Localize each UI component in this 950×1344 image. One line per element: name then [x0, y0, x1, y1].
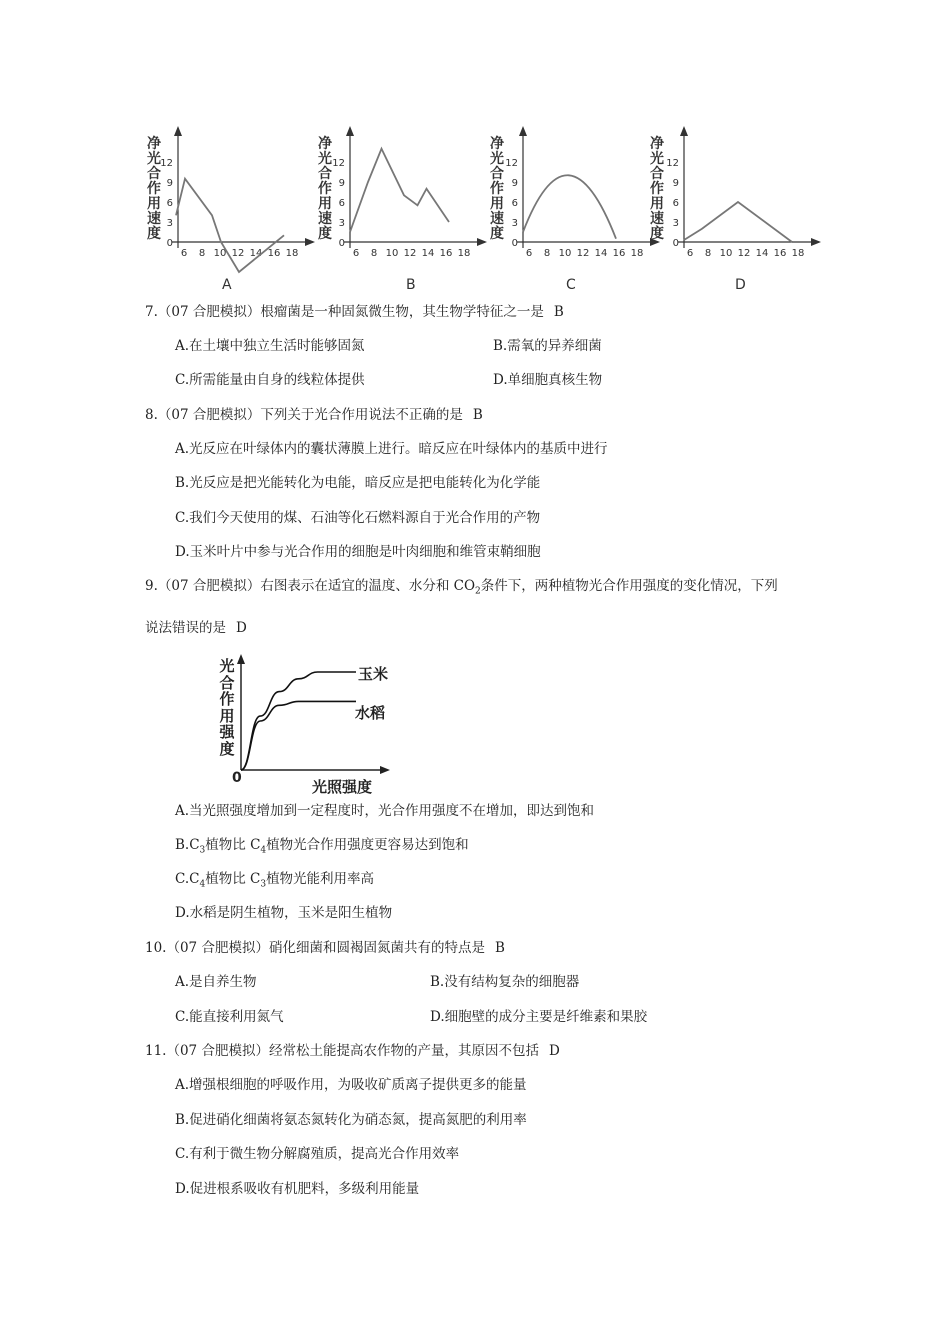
- panel-a-xtick: 12: [231, 248, 245, 259]
- figure-2-legend-rice: 水稻: [355, 704, 386, 722]
- question-8-option-c: C.我们今天使用的煤、石油等化石燃料源自于光合作用的产物: [175, 510, 541, 526]
- panel-d-x-arrow: [811, 238, 821, 246]
- question-10-answer: B: [494, 940, 505, 956]
- panel-a-ytick: 3: [166, 218, 173, 229]
- option-c-sub-2: 3: [260, 879, 267, 890]
- panel-b-xtick: 16: [439, 248, 453, 259]
- panel-d-y-arrow: [680, 126, 688, 136]
- panel-b-xtick: 6: [352, 248, 360, 259]
- option-c-part-2: 植物比 C: [205, 871, 261, 887]
- panel-d: [666, 126, 821, 259]
- panel-d-ytick: 0: [672, 238, 679, 249]
- panel-b-ytick: 3: [338, 218, 345, 229]
- option-c-part-1: C.C: [175, 871, 200, 887]
- panel-a-ytick: 0: [166, 238, 173, 249]
- panel-a-xtick: 10: [213, 248, 227, 259]
- panel-d-ytick: 6: [672, 198, 679, 209]
- panel-c-xtick: 18: [630, 248, 644, 259]
- figure-2-xlabel: 光照强度: [312, 778, 373, 796]
- panel-a-ytick: 9: [166, 178, 173, 189]
- panel-d-ytick: 12: [666, 158, 679, 169]
- panel-c-ytick: 3: [511, 218, 518, 229]
- panel-a-xtick: 18: [285, 248, 299, 259]
- figure-1: [140, 120, 830, 300]
- panel-a-xtick: 6: [180, 248, 188, 259]
- panel-b-xtick: 8: [370, 248, 378, 259]
- series-C-line: [523, 175, 616, 238]
- question-10: [145, 939, 505, 957]
- panel-a-xtick: 8: [198, 248, 206, 259]
- panel-a-ytick: 6: [166, 198, 173, 209]
- panel-d-xtick: 6: [686, 248, 694, 259]
- question-7-stem: 7.（07 合肥模拟）根瘤菌是一种固氮微生物，其生物学特征之一是: [145, 304, 544, 320]
- panel-c-ytick: 0: [511, 238, 518, 249]
- question-8-option-b: B.光反应是把光能转化为电能，暗反应是把电能转化为化学能: [175, 475, 541, 491]
- panel-b-ytick: 12: [332, 158, 345, 169]
- panel-a-y-arrow: [174, 126, 182, 136]
- panel-c-y-arrow: [519, 126, 527, 136]
- question-7-answer: B: [553, 304, 564, 320]
- panel-b-xtick: 18: [457, 248, 471, 259]
- panel-c-xtick: 12: [576, 248, 590, 259]
- question-7: [145, 303, 564, 321]
- option-b-sub-2: 4: [260, 845, 267, 856]
- panel-c-letter: C: [566, 277, 576, 293]
- question-11-answer: D: [548, 1043, 560, 1059]
- figure-2-ylabel: 光合作用强度: [219, 657, 235, 758]
- question-8-option-d: D.玉米叶片中参与光合作用的细胞是叶肉细胞和维管束鞘细胞: [175, 544, 541, 560]
- figure-2-y-arrow: [237, 654, 245, 664]
- question-9-option-c: [175, 870, 374, 894]
- panel-d-xtick: 14: [755, 248, 769, 259]
- series-rice-curve: [241, 701, 356, 770]
- panel-d-ytick: 3: [672, 218, 679, 229]
- panel-c-ytick: 9: [511, 178, 518, 189]
- panel-c: [505, 126, 660, 259]
- question-11: [145, 1042, 560, 1060]
- question-9-stem-b: 条件下，两种植物光合作用强度的变化情况，下列: [480, 578, 778, 594]
- panel-a-xtick: 16: [267, 248, 281, 259]
- question-10-option-b: B.没有结构复杂的细胞器: [430, 974, 580, 990]
- question-9-option-b: [175, 836, 469, 860]
- panel-d-ytick: 9: [672, 178, 679, 189]
- question-10-stem: 10.（07 合肥模拟）硝化细菌和圆褐固氮菌共有的特点是: [145, 940, 485, 956]
- panel-d-xtick: 8: [704, 248, 712, 259]
- panel-d-xtick: 12: [737, 248, 751, 259]
- panel-a-ytick: 12: [160, 158, 173, 169]
- panel-d-ylabel: 净光合作用速度: [650, 136, 664, 242]
- panel-d-xtick: 10: [719, 248, 733, 259]
- panel-b-xtick: 12: [403, 248, 417, 259]
- question-8: [145, 406, 483, 424]
- question-9-line-2: [145, 619, 247, 637]
- panel-b-ytick: 6: [338, 198, 345, 209]
- panel-c-xtick: 8: [543, 248, 551, 259]
- figure-2-origin: 0: [232, 770, 242, 786]
- panel-c-xtick: 6: [525, 248, 533, 259]
- question-7-option-a: A.在土壤中独立生活时能够固氮: [175, 338, 365, 354]
- question-8-option-a: A.光反应在叶绿体内的囊状薄膜上进行。暗反应在叶绿体内的基质中进行: [175, 441, 608, 457]
- question-10-option-d: D.细胞壁的成分主要是纤维素和果胶: [430, 1009, 648, 1025]
- panel-c-ylabel: 净光合作用速度: [490, 136, 504, 242]
- option-b-sub-1: 3: [199, 845, 206, 856]
- series-B-line: [350, 149, 449, 232]
- figure-1-svg: [140, 120, 830, 300]
- panel-b-y-arrow: [346, 126, 354, 136]
- question-10-option-c: C.能直接利用氮气: [175, 1009, 284, 1025]
- option-c-part-3: 植物光能利用率高: [266, 871, 375, 887]
- panel-b-xtick: 10: [385, 248, 399, 259]
- panel-b-ytick: 9: [338, 178, 345, 189]
- question-10-option-a: A.是自养生物: [175, 974, 257, 990]
- panel-a-x-arrow: [305, 238, 315, 246]
- question-7-option-b: B.需氧的异养细菌: [493, 338, 602, 354]
- question-9-stem-a: 9.（07 合肥模拟）右图表示在适宜的温度、水分和 CO: [145, 578, 476, 594]
- panel-a-xtick: 14: [249, 248, 263, 259]
- question-11-option-b: B.促进硝化细菌将氨态氮转化为硝态氮，提高氮肥的利用率: [175, 1112, 527, 1128]
- panel-c-xtick: 14: [594, 248, 608, 259]
- panel-b-ytick: 0: [338, 238, 345, 249]
- panel-d-letter: D: [735, 277, 746, 293]
- question-11-option-d: D.促进根系吸收有机肥料，多级利用能量: [175, 1181, 420, 1197]
- option-c-sub-1: 4: [199, 879, 206, 890]
- panel-c-ytick: 12: [505, 158, 518, 169]
- question-8-stem: 8.（07 合肥模拟）下列关于光合作用说法不正确的是: [145, 407, 463, 423]
- panel-c-xtick: 10: [558, 248, 572, 259]
- panel-c-xtick: 16: [612, 248, 626, 259]
- figure-2-legend-corn: 玉米: [358, 665, 389, 683]
- question-9-stem-subscript: 2: [475, 586, 481, 597]
- question-9-stem-2: 说法错误的是: [145, 620, 226, 636]
- panel-a-letter: A: [222, 277, 232, 293]
- question-9-option-a: A.当光照强度增加到一定程度时，光合作用强度不在增加，即达到饱和: [175, 803, 595, 819]
- question-9-answer: D: [236, 620, 247, 636]
- series-D-line: [684, 202, 792, 242]
- option-b-part-3: 植物光合作用强度更容易达到饱和: [266, 837, 469, 853]
- panel-b-ylabel: 净光合作用速度: [318, 136, 332, 242]
- question-11-stem: 11.（07 合肥模拟）经常松土能提高农作物的产量，其原因不包括: [145, 1043, 539, 1059]
- panel-c-ytick: 6: [511, 198, 518, 209]
- panel-b-xtick: 14: [421, 248, 435, 259]
- panel-b: [332, 126, 487, 259]
- question-7-option-c: C.所需能量由自身的线粒体提供: [175, 372, 365, 388]
- question-11-option-c: C.有利于微生物分解腐殖质，提高光合作用效率: [175, 1146, 460, 1162]
- panel-a-ylabel: 净光合作用速度: [147, 136, 161, 242]
- question-9-option-d: D.水稻是阴生植物，玉米是阳生植物: [175, 905, 393, 921]
- figure-2-x-arrow: [380, 766, 390, 774]
- option-b-part-1: B.C: [175, 837, 200, 853]
- option-b-part-2: 植物比 C: [205, 837, 261, 853]
- panel-b-letter: B: [406, 277, 416, 293]
- question-9: [145, 577, 778, 601]
- panel-d-xtick: 18: [791, 248, 805, 259]
- panel-a: [160, 126, 315, 272]
- panel-b-x-arrow: [477, 238, 487, 246]
- question-11-option-a: A.增强根细胞的呼吸作用，为吸收矿质离子提供更多的能量: [175, 1077, 527, 1093]
- question-8-answer: B: [472, 407, 483, 423]
- question-7-option-d: D.单细胞真核生物: [493, 372, 603, 388]
- panel-d-xtick: 16: [773, 248, 787, 259]
